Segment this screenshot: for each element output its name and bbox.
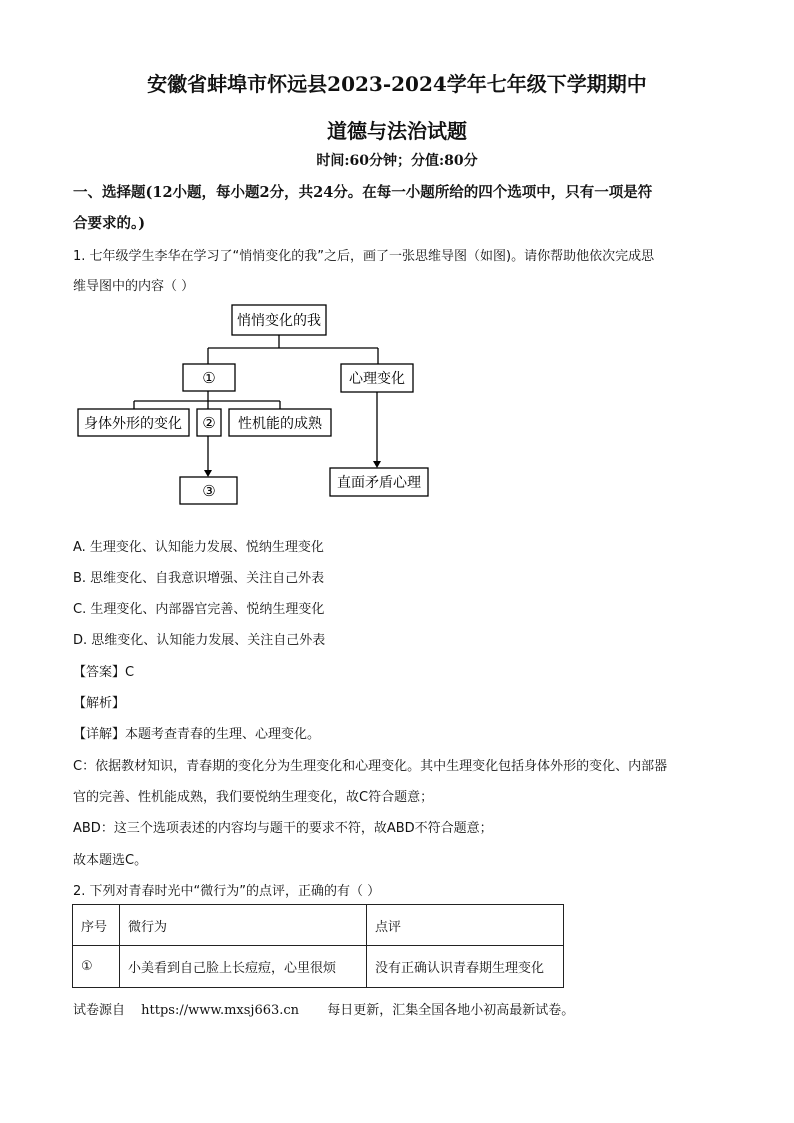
footer-url-link[interactable]: https://www.mxsj663.cn [141, 1003, 300, 1018]
q1-analysis-heading: 【解析】 [73, 696, 126, 711]
q1-stem-line2: 维导图中的内容（ ） [73, 279, 195, 294]
exam-title-line1: 安徽省蚌埠市怀远县2023-2024学年七年级下学期期中 [147, 72, 647, 96]
q2-stem: 2. 下列对青春时光中“微行为”的点评，正确的有（ ） [73, 884, 381, 899]
q1-explain-line1: C：依据教材知识，青春期的变化分为生理变化和心理变化。其中生理变化包括身体外形的变化、内部器 [73, 759, 668, 774]
q1-option-c: C. 生理变化、内部器官完善、悦纳生理变化 [73, 602, 325, 617]
time-score-info: 时间:60分钟；分值:80分 [316, 153, 478, 169]
table-header-cell: 点评 [367, 905, 564, 946]
q1-option-d: D. 思维变化、认知能力发展、关注自己外表 [73, 633, 326, 648]
arrow-to-face-icon [373, 461, 381, 468]
psych-node-label: 心理变化 [349, 371, 405, 387]
node1-label: ① [202, 369, 216, 387]
q1-stem-line1: 1. 七年级学生李华在学习了“悄悄变化的我”之后，画了一张思维导图（如图)。请你帮助他依次完成思 [73, 249, 655, 264]
root-node-label: 悄悄变化的我 [237, 313, 321, 329]
q1-explain-line2: 官的完善、性机能成熟，我们要悦纳生理变化，故C符合题意； [73, 790, 434, 805]
table-header-row [73, 905, 564, 946]
arrow-to-node3-icon [204, 470, 212, 477]
footer [73, 999, 586, 1018]
q2-table [72, 904, 564, 988]
table-header-cell: 微行为 [120, 905, 367, 946]
table-cell: ① [73, 946, 120, 988]
section-heading-line2: 合要求的。) [73, 215, 146, 232]
q1-answer: 【答案】C [73, 665, 135, 680]
face-contradiction-label: 直面矛盾心理 [337, 475, 421, 491]
section-heading-line1: 一、选择题(12小题，每小题2分，共24分。在每一小题所给的四个选项中，只有一项是符 [73, 184, 653, 201]
table-header-cell: 序号 [73, 905, 120, 946]
sexual-function-label: 性机能的成熟 [238, 416, 322, 432]
exam-title-line2: 道德与法治试题 [327, 119, 467, 143]
q1-explain-line3: ABD：这三个选项表述的内容均与题干的要求不符，故ABD不符合题意； [73, 821, 493, 836]
table-cell: 小美看到自己脸上长痘痘，心里很烦 [120, 946, 367, 988]
table-row [73, 946, 564, 988]
node2-label: ② [202, 414, 216, 432]
q1-conclusion: 故本题选C。 [73, 853, 148, 868]
table-cell: 没有正确认识青春期生理变化 [367, 946, 564, 988]
footer-source: 试卷源自 [73, 1003, 126, 1018]
q1-detail: 【详解】本题考查青春的生理、心理变化。 [73, 727, 321, 742]
q1-option-b: B. 思维变化、自我意识增强、关注自己外表 [73, 571, 325, 586]
q1-option-a: A. 生理变化、认知能力发展、悦纳生理变化 [73, 540, 324, 555]
node3-label: ③ [202, 482, 216, 500]
body-shape-label: 身体外形的变化 [84, 416, 182, 432]
footer-tagline: 每日更新，汇集全国各地小初高最新试卷。 [327, 1003, 575, 1018]
